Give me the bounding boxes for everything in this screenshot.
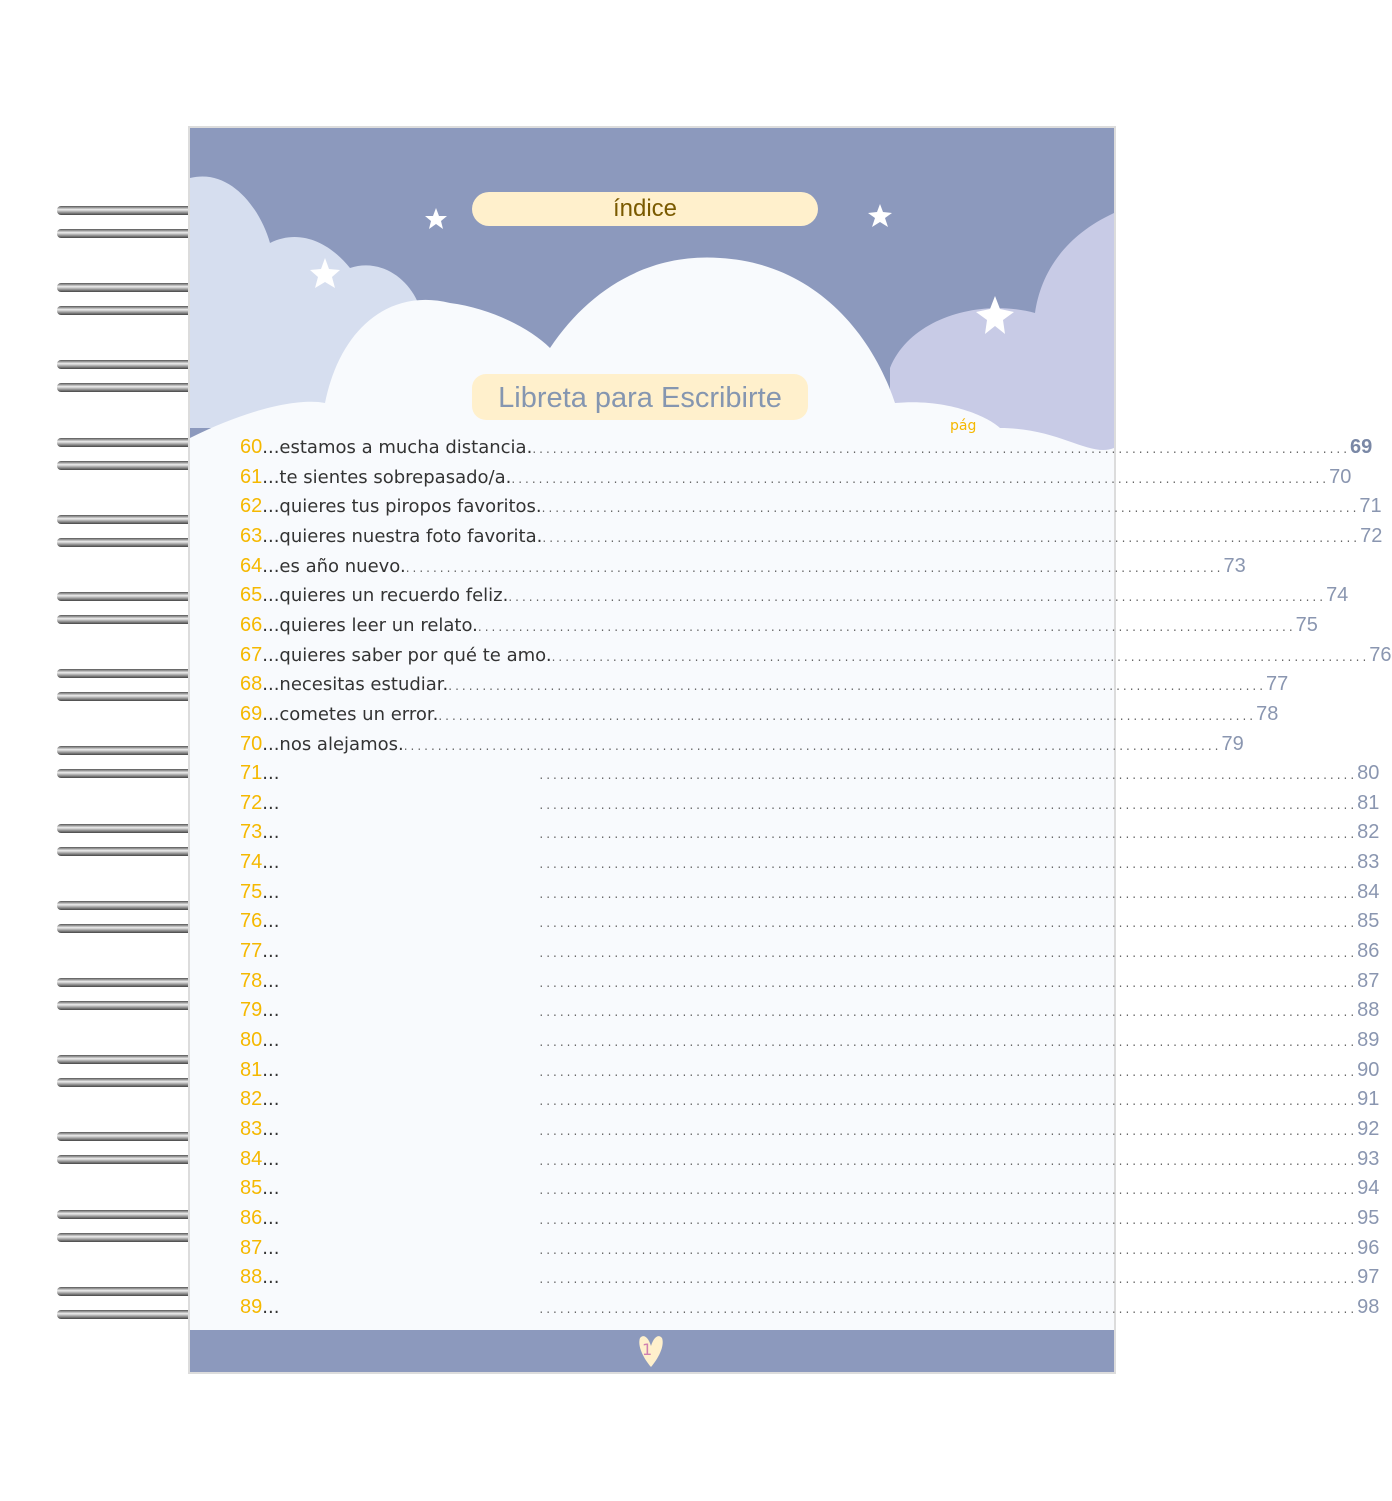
dot-leader: ........................................................................................................................ (539, 1183, 1358, 1198)
dot-leader: ........................................................................................................................ (539, 1272, 1358, 1287)
entry-text: ... (262, 852, 280, 874)
dot-leader: ........................................................................................................................ (539, 1212, 1358, 1227)
dot-leader: ........................................................................................................................ (539, 1094, 1358, 1109)
entry-page: 89 (1357, 1029, 1380, 1051)
entry-page: 98 (1357, 1295, 1380, 1318)
dot-leader: ........................................................................................................................ (438, 708, 1257, 723)
entry-number: 77 (240, 940, 263, 963)
entry-text: ... (262, 1237, 280, 1259)
entry-text: ...te sientes sobrepasado/a. (262, 466, 512, 488)
index-entry[interactable] (240, 673, 1289, 699)
entry-text: ... (262, 1148, 280, 1170)
dot-leader: ........................................................................................................................ (539, 1153, 1358, 1168)
notebook-page (188, 126, 1392, 1374)
entry-number: 85 (240, 1177, 263, 1200)
entry-page: 71 (1359, 495, 1382, 518)
entry-number: 87 (240, 1236, 263, 1259)
entry-page: 75 (1295, 613, 1318, 636)
dot-leader: ........................................................................................................................ (539, 1035, 1358, 1049)
dot-leader: ........................................................................................................................ (508, 590, 1327, 605)
dot-leader: ........................................................................................................................ (539, 886, 1358, 901)
entry-number: 71 (240, 762, 263, 785)
entry-page: 69 (1350, 436, 1373, 458)
dot-leader: ........................................................................................................................ (539, 797, 1358, 812)
index-entry[interactable] (240, 1058, 1380, 1085)
entry-text: ... (262, 881, 280, 903)
entry-number: 61 (240, 465, 263, 488)
dot-leader: ........................................................................................................................ (477, 619, 1296, 634)
entry-page: 80 (1357, 762, 1380, 785)
entry-page: 94 (1357, 1177, 1380, 1200)
entry-number: 82 (240, 1088, 263, 1111)
dot-leader: ........................................................................................................................ (532, 442, 1351, 456)
index-entry[interactable] (240, 880, 1380, 907)
entry-text: ...cometes un error. (262, 703, 439, 725)
entry-page: 72 (1360, 524, 1383, 547)
entry-number: 70 (240, 732, 263, 755)
entry-text: ...es año nuevo. (262, 555, 406, 577)
entry-page: 84 (1357, 880, 1380, 903)
index-title: índice (472, 192, 818, 226)
index-entry[interactable] (240, 732, 1244, 759)
notebook-subtitle: Libreta para Escribirte (472, 374, 808, 420)
dot-leader: ........................................................................................................................ (403, 738, 1222, 753)
index-entry[interactable] (240, 969, 1380, 996)
index-entry[interactable] (240, 643, 1392, 670)
entry-number: 86 (240, 1206, 263, 1229)
dot-leader: ........................................................................................................................ (539, 946, 1358, 961)
entry-text: ... (262, 1178, 280, 1200)
entry-number: 83 (240, 1117, 263, 1140)
entry-page: 85 (1357, 910, 1380, 933)
index-entry[interactable] (240, 762, 1380, 788)
index-entry[interactable] (240, 1266, 1380, 1292)
entry-page: 82 (1357, 821, 1380, 844)
entry-text: ... (262, 1207, 280, 1229)
dot-leader: ........................................................................................................................ (405, 560, 1224, 575)
index-entry[interactable] (240, 851, 1380, 877)
entry-number: 88 (240, 1266, 263, 1289)
entry-text: ... (262, 1118, 280, 1140)
entry-number: 80 (240, 1029, 263, 1051)
entry-text: ...necesitas estudiar. (262, 674, 449, 696)
dot-leader: ........................................................................................................................ (541, 501, 1360, 516)
entry-text: ... (262, 911, 280, 933)
dot-leader: ........................................................................................................................ (539, 1064, 1358, 1079)
entry-page: 79 (1221, 732, 1244, 755)
page-column-label: pág (950, 418, 977, 434)
entry-page: 78 (1256, 702, 1279, 725)
entry-page: 74 (1326, 584, 1349, 607)
entry-page: 86 (1357, 940, 1380, 963)
dot-leader: ........................................................................................................................ (539, 1123, 1358, 1138)
entry-number: 73 (240, 821, 263, 844)
entry-text: ... (262, 1089, 280, 1111)
entry-page: 88 (1357, 999, 1380, 1022)
entry-page: 92 (1357, 1117, 1380, 1140)
entry-number: 68 (240, 673, 263, 696)
index-entry[interactable] (240, 999, 1380, 1025)
entry-number: 64 (240, 554, 263, 577)
entry-number: 76 (240, 910, 263, 933)
dot-leader: ........................................................................................................................ (539, 1301, 1358, 1316)
entry-number: 84 (240, 1147, 263, 1170)
entry-number: 63 (240, 524, 263, 547)
entry-text: ... (262, 1267, 280, 1289)
entry-text: ... (262, 763, 280, 785)
entry-page: 93 (1357, 1147, 1380, 1170)
index-entry[interactable] (240, 940, 1380, 966)
entry-number: 67 (240, 643, 263, 666)
entry-page: 90 (1357, 1058, 1380, 1081)
entry-number: 72 (240, 791, 263, 814)
dot-leader: ........................................................................................................................ (511, 471, 1330, 486)
entry-page: 73 (1223, 554, 1246, 577)
index-entry[interactable] (240, 524, 1383, 551)
entry-number: 79 (240, 999, 263, 1022)
dot-leader: ........................................................................................................................ (542, 530, 1361, 545)
entry-text: ... (262, 1030, 280, 1051)
page-number: 1 (642, 1340, 653, 1359)
index-entry[interactable] (240, 465, 1352, 492)
dot-leader: ........................................................................................................................ (539, 857, 1358, 872)
entry-page: 83 (1357, 851, 1380, 874)
index-entry[interactable] (240, 910, 1380, 936)
index-entry[interactable] (240, 821, 1380, 847)
dot-leader: ........................................................................................................................ (539, 975, 1358, 990)
entry-page: 76 (1369, 643, 1392, 666)
entry-page: 77 (1266, 673, 1289, 696)
index-entry[interactable] (240, 1236, 1380, 1263)
entry-page: 70 (1329, 465, 1352, 488)
entry-page: 97 (1357, 1266, 1380, 1289)
entry-number: 65 (240, 584, 263, 607)
entry-text: ...quieres un recuerdo feliz. (262, 585, 509, 607)
dot-leader: ........................................................................................................................ (448, 679, 1267, 694)
footer-bar (190, 1330, 1114, 1372)
entry-text: ... (262, 1059, 280, 1081)
entry-page: 91 (1357, 1088, 1380, 1111)
index-entry[interactable] (240, 584, 1349, 610)
entry-text: ... (262, 941, 280, 963)
dot-leader: ........................................................................................................................ (539, 1242, 1358, 1257)
dot-leader: ........................................................................................................................ (539, 768, 1358, 783)
index-entry[interactable] (240, 554, 1246, 581)
index-entry[interactable] (240, 436, 1373, 462)
entry-number: 78 (240, 969, 263, 992)
entry-number: 74 (240, 851, 263, 874)
index-entry[interactable] (240, 702, 1279, 729)
entry-text: ... (262, 1000, 280, 1022)
index-entry[interactable] (240, 495, 1382, 521)
entry-number: 69 (240, 702, 263, 725)
entry-page: 87 (1357, 969, 1380, 992)
entry-text: ...quieres nuestra foto favorita. (262, 525, 543, 547)
entry-text: ...nos alejamos. (262, 733, 404, 755)
entry-text: ... (262, 792, 280, 814)
entry-text: ...quieres tus piropos favoritos. (262, 496, 542, 518)
entry-text: ... (262, 822, 280, 844)
entry-text: ... (262, 1296, 280, 1318)
index-entry[interactable] (240, 1029, 1380, 1055)
entry-page: 95 (1357, 1206, 1380, 1229)
entry-text: ...quieres leer un relato. (262, 614, 478, 636)
entry-text: ... (262, 970, 280, 992)
index-entry[interactable] (240, 1177, 1380, 1203)
entry-number: 89 (240, 1295, 263, 1318)
index-entry[interactable] (240, 1206, 1380, 1233)
index-entry[interactable] (240, 1147, 1380, 1174)
entry-number: 66 (240, 613, 263, 636)
dot-leader: ........................................................................................................................ (539, 916, 1358, 931)
dot-leader: ........................................................................................................................ (539, 1005, 1358, 1020)
entry-number: 60 (240, 436, 263, 458)
index-entry[interactable] (240, 1088, 1380, 1114)
entry-text: ...estamos a mucha distancia. (262, 437, 533, 458)
entry-text: ...quieres saber por qué te amo. (262, 644, 552, 666)
index-entry[interactable] (240, 1295, 1380, 1322)
dot-leader: ........................................................................................................................ (539, 827, 1358, 842)
index-entry[interactable] (240, 1117, 1380, 1144)
index-entry[interactable] (240, 613, 1318, 640)
entry-number: 62 (240, 495, 263, 518)
dot-leader: ........................................................................................................................ (551, 649, 1370, 664)
entry-page: 81 (1357, 791, 1380, 814)
entry-number: 75 (240, 880, 263, 903)
entry-page: 96 (1357, 1236, 1380, 1259)
index-entry[interactable] (240, 791, 1380, 818)
entry-number: 81 (240, 1058, 263, 1081)
